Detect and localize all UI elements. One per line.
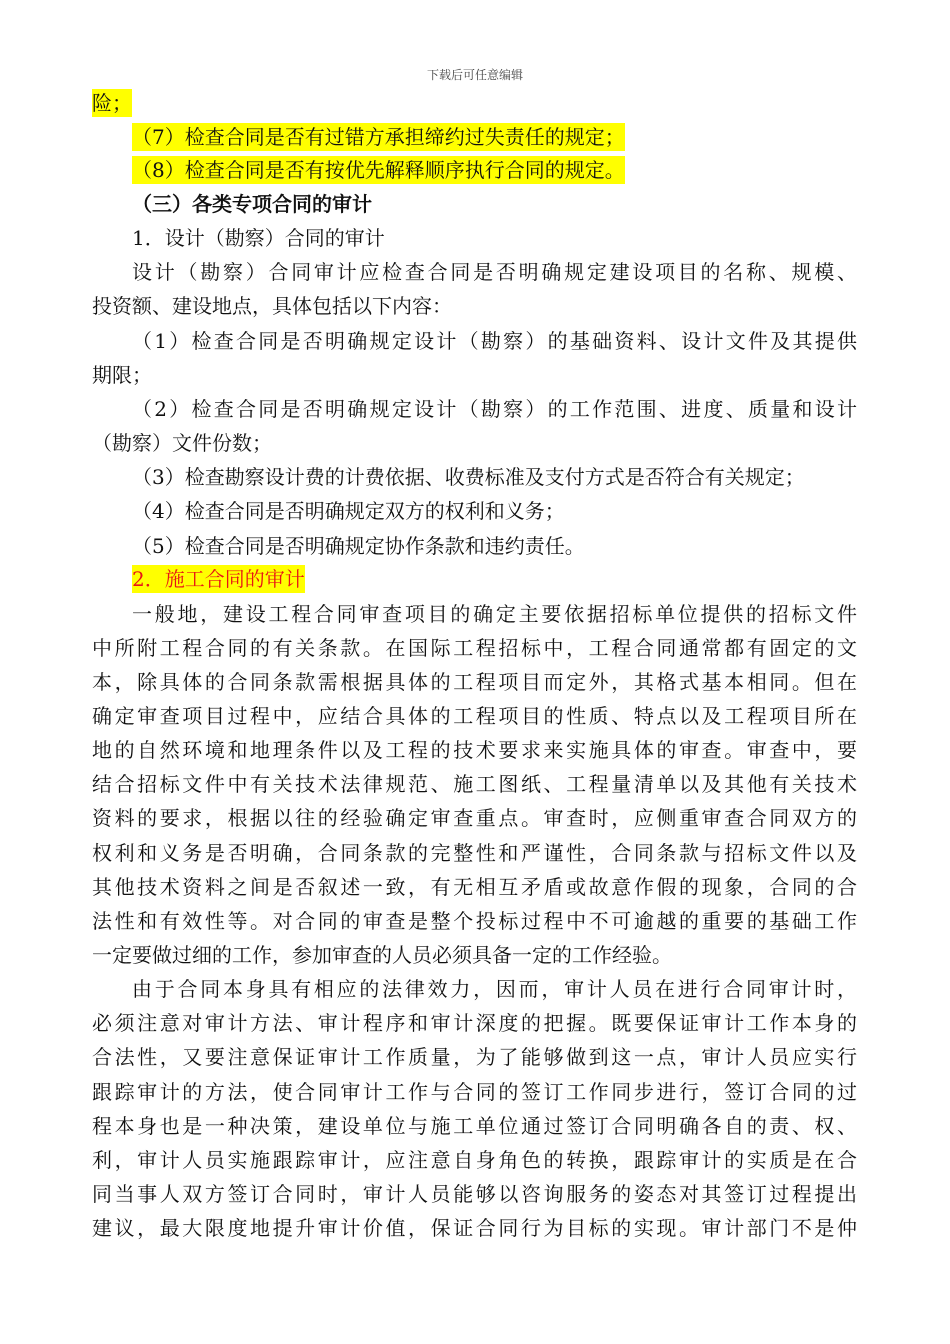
paragraph-line: 跟踪审计的方法，使合同审计工作与合同的签订工作同步进行，签订合同的过 bbox=[92, 1080, 857, 1104]
paragraph-line: 中所附工程合同的有关条款。在国际工程招标中，工程合同通常都有固定的文 bbox=[92, 636, 857, 660]
highlighted-text: 2．施工合同的审计 bbox=[132, 567, 305, 591]
section-heading: （三）各类专项合同的审计 bbox=[132, 192, 372, 216]
text-line bbox=[92, 90, 132, 116]
subsection-heading: 1．设计（勘察）合同的审计 bbox=[132, 226, 385, 250]
paragraph-line: 必须注意对审计方法、审计程序和审计深度的把握。既要保证审计工作本身的 bbox=[92, 1011, 857, 1035]
paragraph-line: 由于合同本身具有相应的法律效力，因而，审计人员在进行合同审计时， bbox=[132, 977, 857, 1001]
paragraph-line: （勘察）文件份数； bbox=[92, 431, 272, 455]
paragraph-line: （2）检查合同是否明确规定设计（勘察）的工作范围、进度、质量和设计 bbox=[132, 397, 857, 421]
paragraph-line: 合法性，又要注意保证审计工作质量，为了能够做到这一点，审计人员应实行 bbox=[92, 1045, 857, 1069]
paragraph-line: 程本身也是一种决策，建设单位与施工单位通过签订合同明确各自的责、权、 bbox=[92, 1114, 857, 1138]
page-header: 下载后可任意编辑 bbox=[426, 68, 523, 82]
paragraph-line: （4）检查合同是否明确规定双方的权利和义务； bbox=[132, 499, 565, 523]
paragraph-line: 利，审计人员实施跟踪审计，应注意自身角色的转换，跟踪审计的实质是在合 bbox=[92, 1148, 857, 1172]
paragraph-line: 一定要做过细的工作，参加审查的人员必须具备一定的工作经验。 bbox=[92, 943, 672, 967]
text-line bbox=[132, 124, 625, 150]
paragraph-line: 地的自然环境和地理条件以及工程的技术要求来实施具体的审查。审查中，要 bbox=[92, 738, 857, 762]
paragraph-line: 一般地，建设工程合同审查项目的确定主要依据招标单位提供的招标文件 bbox=[132, 602, 857, 626]
paragraph-line: 权利和义务是否明确，合同条款的完整性和严谨性，合同条款与招标文件以及 bbox=[92, 841, 857, 865]
paragraph-line: 资料的要求，根据以往的经验确定审查重点。审查时，应侧重审查合同双方的 bbox=[92, 806, 857, 830]
paragraph-line: （1）检查合同是否明确规定设计（勘察）的基础资料、设计文件及其提供 bbox=[132, 329, 857, 353]
paragraph-line: 确定审查项目过程中，应结合具体的工程项目的性质、特点以及工程项目所在 bbox=[92, 704, 857, 728]
paragraph-line: 设计（勘察）合同审计应检查合同是否明确规定建设项目的名称、规模、 bbox=[132, 260, 857, 284]
subsection-heading bbox=[132, 566, 305, 592]
highlighted-text: （7）检查合同是否有过错方承担缔约过失责任的规定； bbox=[132, 125, 625, 149]
highlighted-text: （8）检查合同是否有按优先解释顺序执行合同的规定。 bbox=[132, 158, 625, 182]
paragraph-line: 同当事人双方签订合同时，审计人员能够以咨询服务的姿态对其签订过程提出 bbox=[92, 1182, 857, 1206]
paragraph-line: 法性和有效性等。对合同的审查是整个投标过程中不可逾越的重要的基础工作 bbox=[92, 909, 857, 933]
paragraph-line: 期限； bbox=[92, 363, 152, 387]
paragraph-line: （5）检查合同是否明确规定协作条款和违约责任。 bbox=[132, 534, 585, 558]
paragraph-line: 本，除具体的合同条款需根据具体的工程项目而定外，其格式基本相同。但在 bbox=[92, 670, 857, 694]
paragraph-line: 建议，最大限度地提升审计价值，保证合同行为目标的实现。审计部门不是仲 bbox=[92, 1216, 857, 1240]
paragraph-line: 投资额、建设地点，具体包括以下内容： bbox=[92, 294, 452, 318]
paragraph-line: 其他技术资料之间是否叙述一致，有无相互矛盾或故意作假的现象，合同的合 bbox=[92, 875, 857, 899]
paragraph-line: 结合招标文件中有关技术法律规范、施工图纸、工程量清单以及其他有关技术 bbox=[92, 772, 857, 796]
highlighted-text: 险； bbox=[92, 91, 132, 115]
text-line bbox=[132, 157, 625, 183]
paragraph-line: （3）检查勘察设计费的计费依据、收费标准及支付方式是否符合有关规定； bbox=[132, 465, 805, 489]
